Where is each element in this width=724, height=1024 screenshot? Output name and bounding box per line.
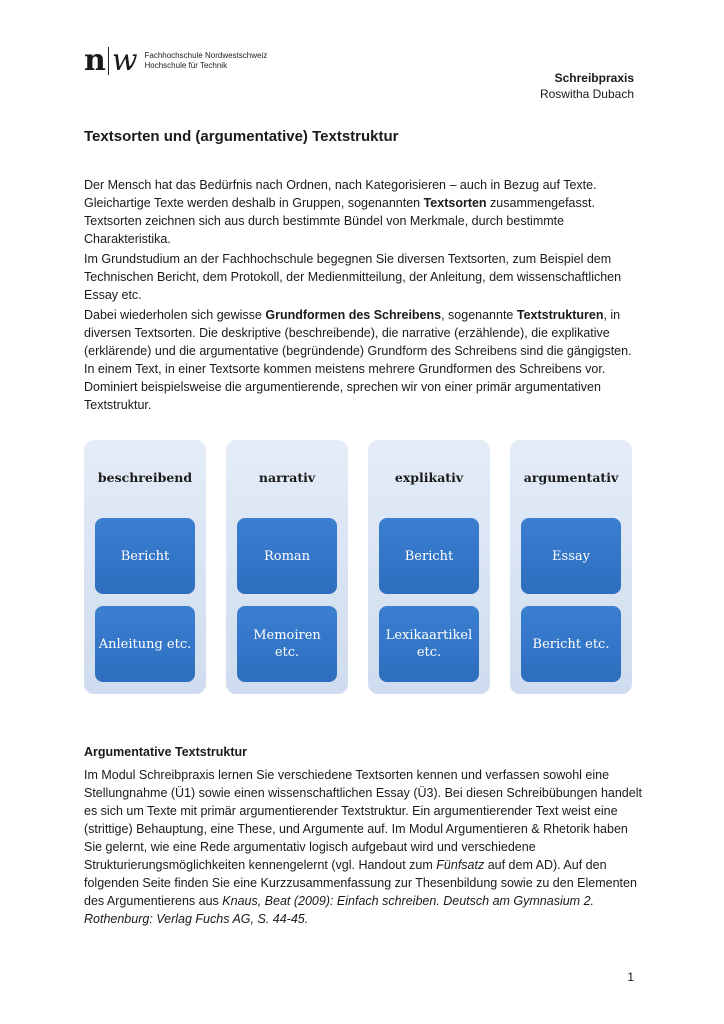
column-title: explikativ	[394, 470, 464, 485]
para1-bold-textsorten: Textsorten	[423, 196, 487, 210]
logo-divider	[108, 47, 109, 75]
paragraph-1	[84, 176, 644, 250]
column-box-2: Memoiren etc.	[237, 606, 337, 682]
diagram-column-beschreibend	[84, 440, 206, 694]
para4-italic-citation: Knaus, Beat (2009): Einfach schreiben. Deutsch am Gymnasium 2. Rothenburg: Verlag Fuchs AG, S. 44-45.	[84, 894, 594, 926]
diagram-column-argumentativ	[510, 440, 632, 694]
column-box-1: Essay	[521, 518, 621, 594]
logo-n: n	[84, 43, 105, 78]
section-heading-argumentative-textstruktur: Argumentative Textstruktur	[84, 745, 247, 759]
column-box-2: Lexikaartikel etc.	[379, 606, 479, 682]
para4-italic-fuenfsatz: Fünfsatz	[436, 858, 485, 872]
column-box-2: Anleitung etc.	[95, 606, 195, 682]
paragraph-2	[84, 250, 644, 306]
paragraph-4	[84, 766, 644, 930]
school-logo	[84, 43, 268, 78]
school-name-line1: Fachhochschule Nordwestschweiz	[144, 51, 268, 60]
para4-text-a: Im Modul Schreibpraxis lernen Sie verschiedene Textsorten kennen und verfassen sowohl eine Stellungnahme (Ü1) sowie einen wissenschaftlichen Essay (Ü3). Bei diesen Schreibübungen handelt es sich um Texte mit primär argumentierender Textstruktur. Ein argumentierender Text weist eine (strittige) Behauptung, eine These, und Argumente auf. Im Modul Argumentieren & Rhetorik haben Sie gelernt, wie eine Rede argumentativ logisch aufgebaut wird und verschiedene Strukturierungsmöglichkeiten kennengelernt (vgl. Handout zum	[84, 768, 642, 872]
course-name: Schreibpraxis	[554, 71, 634, 85]
column-title: narrativ	[258, 470, 316, 485]
column-box-1: Roman	[237, 518, 337, 594]
logo-w: w	[111, 43, 137, 78]
para2-text: Im Grundstudium an der Fachhochschule begegnen Sie diversen Textsorten, zum Beispiel dem Technischen Bericht, dem Protokoll, der Medienmitteilung, der Anleitung, dem wissenschaftlichen Essay etc.	[84, 252, 622, 302]
column-box-1: Bericht	[379, 518, 479, 594]
para3-text-e: , in diversen Textsorten. Die deskriptive (beschreibende), die narrative (erzählende), die explikative (erklärende) und die argumentative (begründende) Grundform des Schreibens sind die gängigsten. In einem Text, in einer Textsorte kommen meistens mehrere Grundformen des Schreibens vor. Dominiert beispielsweise die argumentierende, sprechen wir von einer primär argumentativen Textstruktur.	[84, 308, 632, 412]
column-title: argumentativ	[523, 470, 619, 485]
textstructure-diagram	[84, 440, 632, 694]
paragraph-3	[84, 306, 644, 416]
column-box-2: Bericht etc.	[521, 606, 621, 682]
author-name: Roswitha Dubach	[539, 87, 634, 101]
para3-bold-textstrukturen: Textstrukturen	[516, 308, 604, 322]
page-number: 1	[627, 970, 634, 984]
para3-text-a: Dabei wiederholen sich gewisse	[84, 308, 266, 322]
para4-text-c: auf dem AD). Auf den folgenden Seite finden Sie eine Kurzzusammenfassung zur Thesenbildung sowie zu den Elementen des Argumentierens aus	[84, 858, 637, 908]
diagram-column-explikativ	[368, 440, 490, 694]
para1-text-a: Der Mensch hat das Bedürfnis nach Ordnen, nach Kategorisieren – auch in Bezug auf Texte. Gleichartige Texte werden deshalb in Gruppen, sogenannten	[84, 178, 597, 210]
diagram-column-narrativ	[226, 440, 348, 694]
page-title: Textsorten und (argumentative) Textstruktur	[84, 128, 399, 145]
column-title: beschreibend	[97, 470, 193, 485]
fhnw-logo-mark	[84, 43, 137, 78]
school-name-line2: Hochschule für Technik	[144, 61, 228, 70]
header-right	[540, 70, 634, 102]
school-name	[145, 51, 268, 71]
column-box-1: Bericht	[95, 518, 195, 594]
para3-text-c: , sogenannte	[441, 308, 517, 322]
para1-text-c: zusammengefasst. Textsorten zeichnen sich aus durch bestimmte Bündel von Merkmale, durch bestimmte Charakteristika.	[84, 196, 595, 246]
para3-bold-grundformen: Grundformen des Schreibens	[265, 308, 442, 322]
